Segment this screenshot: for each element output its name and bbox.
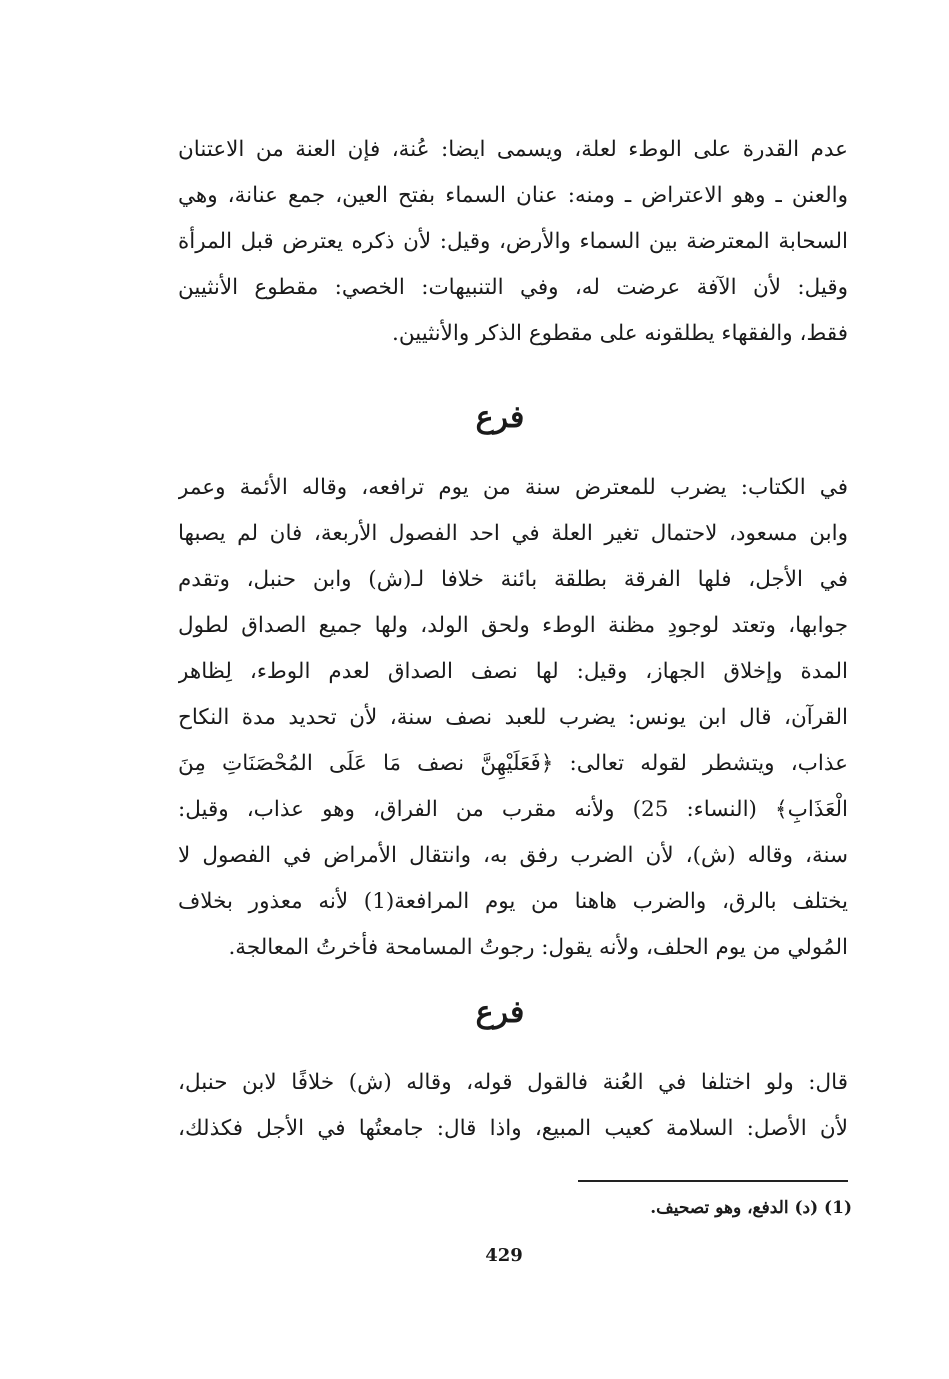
footnote: (1) (د) الدفع، وهو تصحيف.: [650, 1198, 852, 1218]
text-line: المدة وإخلاق الجهاز، وقيل: لها نصف الصداق لعدم الوطء، لِظاهر: [178, 659, 848, 684]
paragraph-ruling: [178, 465, 848, 971]
text-line: وقيل: لأن الآفة عرضت له، وفي التنبيهات: الخصي: مقطوع الأنثيين: [178, 275, 848, 300]
text-line: جوابها، وتعتد لوجودِ مظنة الوطء ولحق الولد، ولها جميع الصداق لطول: [178, 613, 848, 638]
text-line: لأن الأصل: السلامة كعيب المبيع، واذا قال: جامعتُها في الأجل فكذلك،: [178, 1116, 848, 1141]
text-line: عذاب، ويتشطر لقوله تعالى: ﴿فَعَلَيْهِنَّ نصف مَا عَلَى المُحْصَنَاتِ مِنَ: [178, 751, 848, 776]
text-line: والعنن ـ وهو الاعتراض ـ ومنه: عنان السماء بفتح العين، جمع عنانة، وهي: [178, 183, 848, 208]
paragraph-definition: [178, 127, 848, 357]
footnote-divider: [578, 1180, 848, 1182]
paragraph-dispute: [178, 1060, 848, 1152]
section-heading: فرع: [475, 400, 525, 435]
text-line: عدم القدرة على الوطء لعلة، ويسمى ايضا: عُنة، فإن العنة من الاعتنان: [178, 137, 848, 162]
text-line: الْعَذَابِ﴾ (النساء: 25) ولأنه مقرب من الفراق، وهو عذاب، وقيل:: [178, 797, 848, 822]
text-line: سنة، وقاله (ش)، لأن الضرب رفق به، وانتقال الأمراض في الفصول لا: [178, 843, 848, 868]
text-line: المُولي من يوم الحلف، ولأنه يقول: رجوتُ المسامحة فأخرتُ المعالجة.: [228, 935, 848, 960]
text-line: وابن مسعود، لاحتمال تغير العلة في احد الفصول الأربعة، فان لم يصبها: [178, 521, 848, 546]
text-line: يختلف بالرق، والضرب هاهنا من يوم المرافعة(1) لأنه معذور بخلاف: [178, 889, 848, 914]
text-line: في الأجل، فلها الفرقة بطلقة بائنة خلافا لـ(ش) وابن حنبل، وتقدم: [178, 567, 848, 592]
section-heading: فرع: [475, 995, 525, 1030]
text-line: فقط، والفقهاء يطلقونه على مقطوع الذكر والأنثيين.: [392, 321, 848, 346]
text-line: في الكتاب: يضرب للمعترض سنة من يوم ترافعه، وقاله الأئمة وعمر: [178, 475, 848, 500]
text-line: القرآن، قال ابن يونس: يضرب للعبد نصف سنة، لأن تحديد مدة النكاح: [178, 705, 848, 730]
text-line: السحابة المعترضة بين السماء والأرض، وقيل: لأن ذكره يعترض قبل المرأة: [178, 229, 848, 254]
page-number: 429: [485, 1245, 523, 1266]
text-line: قال: ولو اختلفا في العُنة فالقول قوله، وقاله (ش) خلافًا لابن حنبل،: [178, 1070, 848, 1095]
